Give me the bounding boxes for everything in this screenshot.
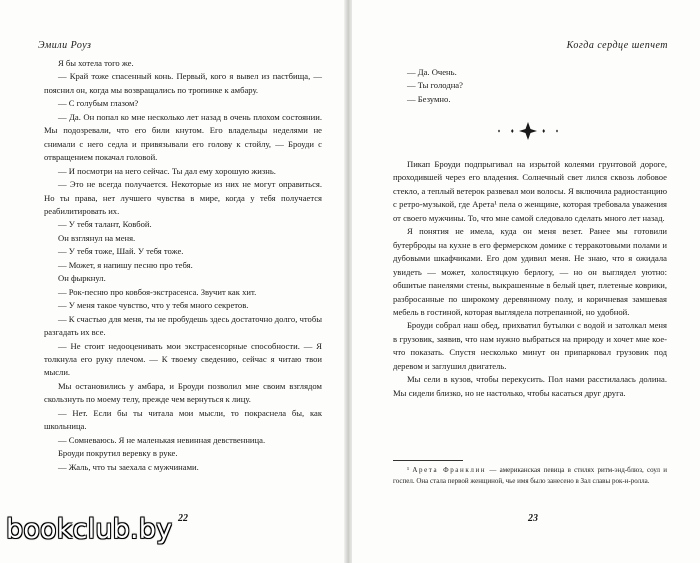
left-page <box>0 0 346 563</box>
watermark-logo: bookclub.by <box>6 514 173 545</box>
right-page <box>352 0 700 563</box>
right-page-number: 23 <box>528 513 538 524</box>
paragraph: Он взглянул на меня. <box>58 232 136 243</box>
paragraph: Броуди собрал наш обед, прихватил бутылки с водой и затолкал меня в грузовик, заявив, что нам нужно выбраться на природу и хочет мне кое-что показать. Спустя несколько минут он припарковал грузовик под деревом и заглушил двигатель. <box>393 320 667 371</box>
paragraph: Мы остановились у амбара, и Броуди позволил мне своим взглядом скользнуть по моему телу, прежде чем вернуться к лицу. <box>44 380 322 405</box>
paragraph: — Да. Он попал ко мне несколько лет назад в очень плохом состоянии. Мы подозревали, что его били кнутом. Его владельцы неделями не снимали с него седла и привязывали его голову к стойлу, — Броуди с отвращением покачал головой. <box>44 111 322 163</box>
paragraph: — Край тоже спасенный конь. Первый, кого я вывел из пастбища, — пояснил он, когда мы возвращались по тропинке к амбару. <box>44 71 322 95</box>
paragraph: — Может, я напишу песню про тебя. <box>58 259 193 270</box>
paragraph: Я бы хотела того же. <box>58 58 134 68</box>
section-ornament-icon <box>492 120 564 142</box>
paragraph: — У тебя талант, Ковбой. <box>58 219 152 230</box>
paragraph: — С голубым глазом? <box>58 98 139 109</box>
left-page-number: 22 <box>178 513 188 524</box>
footnote-name: Арета Франклин <box>412 466 487 474</box>
paragraph: — Да. Очень. <box>407 67 457 77</box>
footnote <box>393 465 667 487</box>
paragraph: — К счастью для меня, ты не пробудешь здесь достаточно долго, чтобы разгадать их все. <box>44 313 322 338</box>
left-running-header: Эмили Роуз <box>38 40 92 51</box>
right-page-body <box>393 158 667 400</box>
paragraph: — У меня такое чувство, что у тебя много секретов. <box>58 300 249 311</box>
paragraph: Мы сели в кузов, чтобы перекусить. Пол нами расстилалась долина. Мы сидели близко, но не настолько, чтобы касаться друг друга. <box>393 374 667 398</box>
paragraph: — Безумно. <box>407 93 451 104</box>
left-page-body <box>44 57 322 474</box>
paragraph: — Нет. Если бы ты читала мои мысли, то покраснела бы, как школьница. <box>44 407 322 432</box>
footnote-marker: ¹ <box>407 466 410 474</box>
right-running-header: Когда сердце шепчет <box>566 40 668 51</box>
paragraph: — Ты голодна? <box>407 80 463 91</box>
paragraph: Пикап Броуди подпрыгивал на изрытой колеями грунтовой дороге, проходившей через его владения. Солнечный свет лился сквозь лобовое стекло, а теплый ветерок развевал мои волосы. Я включила радиостанцию с ретро-музыкой, где Арета¹ пела о женщине, которая требовала уважения от своего мужчины. То, что мне самой следовало сделать много лет назад. <box>393 159 667 223</box>
paragraph: Броуди покрутил веревку в руке. <box>58 448 178 459</box>
paragraph: — Не стоит недооценивать мои экстрасенсорные способности. — Я толкнула его руку плечом. — К твоему сведению, сейчас я читаю твои мысли. <box>44 340 322 378</box>
paragraph: — Это не всегда получается. Некоторые из них не могут оправиться. Но ты права, нет лучшего чувства в мире, когда у тебя получается реабилитировать их. <box>44 179 322 216</box>
footnote-rule <box>393 460 463 461</box>
right-dialog-lines <box>393 66 667 106</box>
paragraph: — Сомневаюсь. Я не маленькая невинная девственница. <box>58 434 266 445</box>
paragraph: — Рок-песню про ковбоя-экстрасенса. Звучит как хит. <box>58 286 257 297</box>
paragraph: — У тебя тоже, Шай. У тебя тоже. <box>58 246 184 257</box>
paragraph: — Жаль, что ты заехала с мужчинами. <box>58 461 199 472</box>
footnote-text: — американская певица в стилях ритм-энд-блюз, соул и госпел. Она стала первой женщиной, чье имя было занесено в Зал славы рок-н-ролла. <box>393 466 668 485</box>
paragraph: — И посмотри на него сейчас. Ты дал ему хорошую жизнь. <box>58 165 276 176</box>
paragraph: Он фыркнул. <box>58 273 106 284</box>
paragraph: Я понятия не имела, куда он меня везет. Ранее мы готовили бутерброды на кухне в его фермерском домике с терракотовыми полами и дубовыми шкафчиками. Его дом удивил меня. Не знаю, что я ожидала увидеть — может, холостяцкую берлогу, — но он выглядел уютно: обшитые панелями стены, выкрашенные в белый цвет, плетеные коврики, разбросанные по широкому деревянному полу, и коричневая замшевая мебель в гостиной, которая выглядела потрепанной, но удобной. <box>393 226 667 317</box>
